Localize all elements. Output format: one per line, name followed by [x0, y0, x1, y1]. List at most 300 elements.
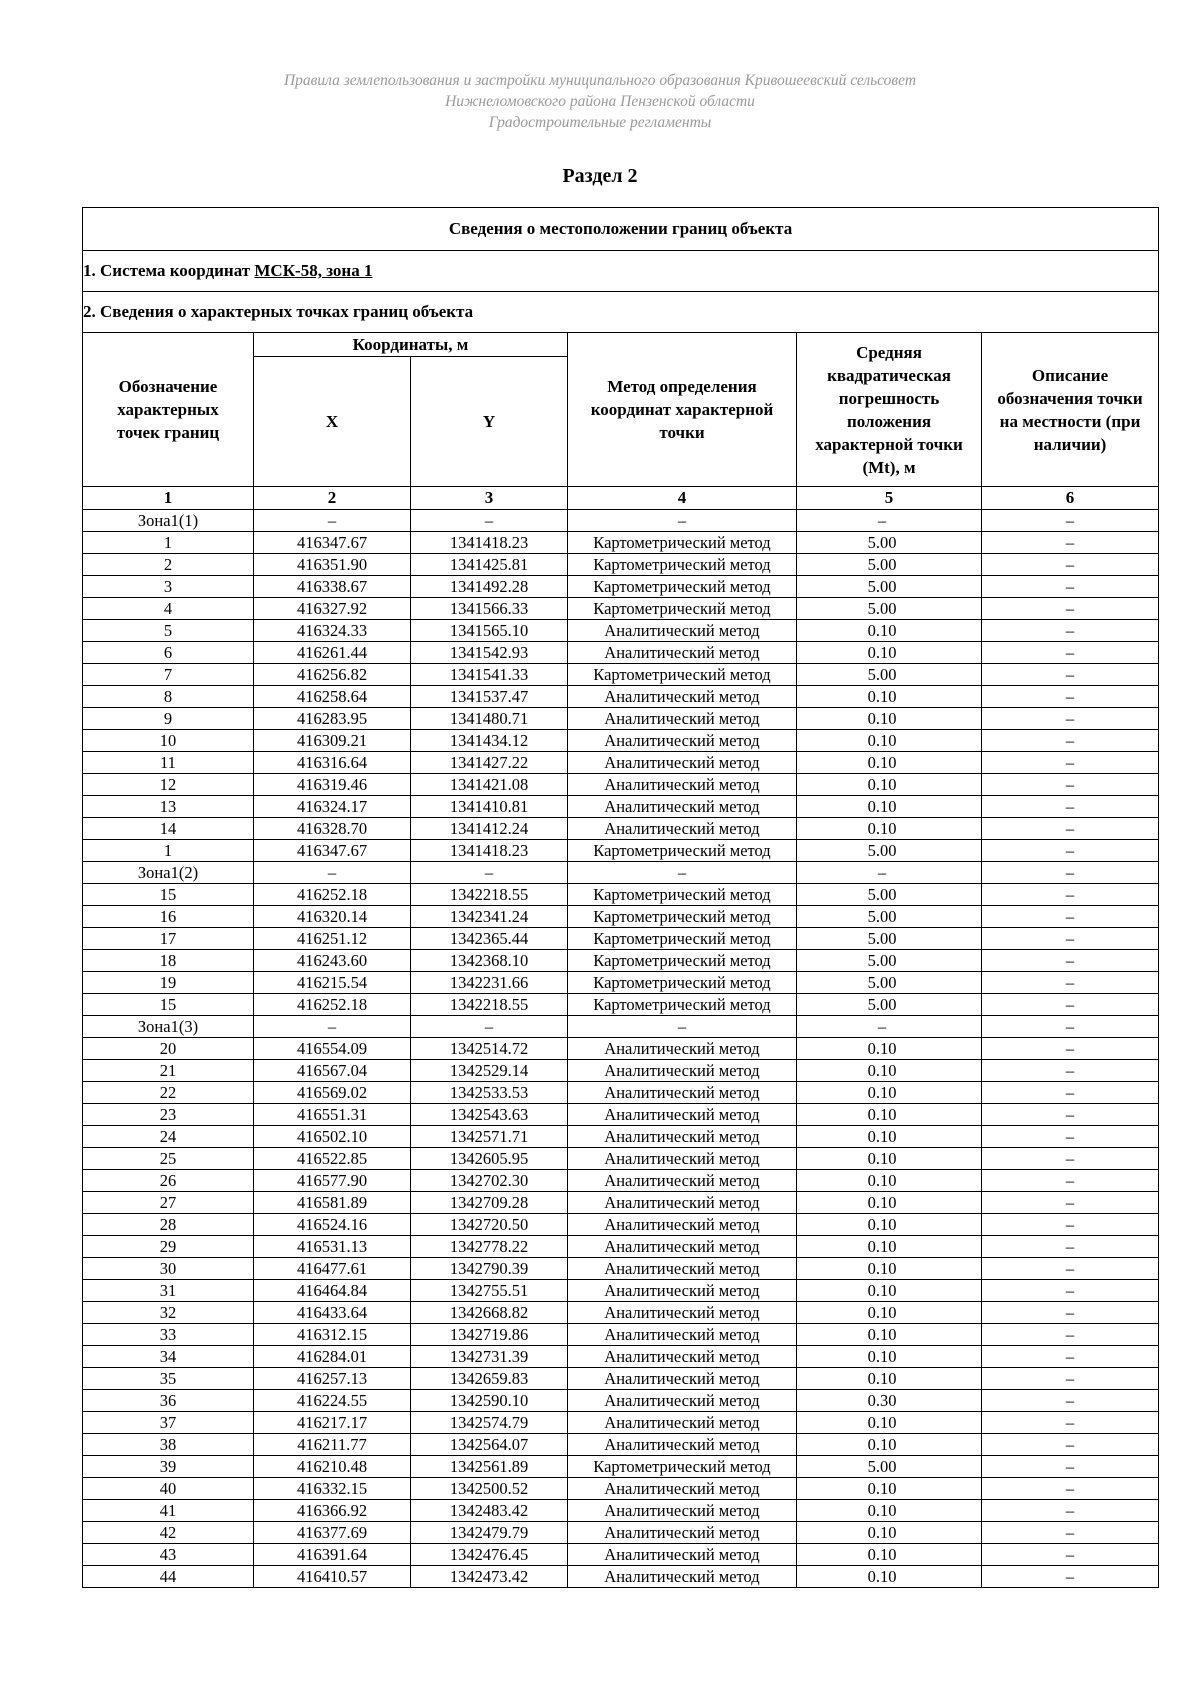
cell-method: Аналитический метод [568, 1566, 797, 1588]
cell-method: Аналитический метод [568, 1368, 797, 1390]
table-row [83, 1566, 1159, 1588]
table-subtitle: 2. Сведения о характерных точках границ объекта [83, 292, 1159, 333]
cell-description: – [982, 1038, 1159, 1060]
cell-x: 416522.85 [254, 1148, 411, 1170]
cell-description: – [982, 818, 1159, 840]
cell-y: 1342574.79 [411, 1412, 568, 1434]
cell-description: – [982, 664, 1159, 686]
cell-method: Картометрический метод [568, 554, 797, 576]
table-row [83, 1236, 1159, 1258]
cell-method: Аналитический метод [568, 752, 797, 774]
cell-error: 0.10 [797, 1126, 982, 1148]
cell-point: 33 [83, 1324, 254, 1346]
cell-x: 416320.14 [254, 906, 411, 928]
cell-point: Зона1(1) [83, 510, 254, 532]
cell-x: 416243.60 [254, 950, 411, 972]
cell-y: 1341418.23 [411, 532, 568, 554]
table-row [83, 774, 1159, 796]
cell-point: 44 [83, 1566, 254, 1588]
table-row [83, 1478, 1159, 1500]
col-number: 5 [797, 487, 982, 510]
cell-description: – [982, 1324, 1159, 1346]
cell-point: 1 [83, 840, 254, 862]
cell-x: 416251.12 [254, 928, 411, 950]
cell-y: 1342543.63 [411, 1104, 568, 1126]
section-title: Раздел 2 [562, 165, 638, 187]
cell-method: Аналитический метод [568, 1104, 797, 1126]
col-number: 4 [568, 487, 797, 510]
cell-description: – [982, 686, 1159, 708]
cell-point: 19 [83, 972, 254, 994]
cell-description: – [982, 1258, 1159, 1280]
cell-method: Аналитический метод [568, 1214, 797, 1236]
cell-method: Картометрический метод [568, 884, 797, 906]
cell-method: Аналитический метод [568, 1192, 797, 1214]
cell-method: – [568, 1016, 797, 1038]
cell-description: – [982, 1500, 1159, 1522]
cell-error: 5.00 [797, 576, 982, 598]
cell-description: – [982, 598, 1159, 620]
cell-error: – [797, 862, 982, 884]
table-row [83, 1148, 1159, 1170]
cell-description: – [982, 1192, 1159, 1214]
cell-x: 416324.33 [254, 620, 411, 642]
cell-y: 1342533.53 [411, 1082, 568, 1104]
cell-method: Картометрический метод [568, 950, 797, 972]
cell-error: 0.10 [797, 1500, 982, 1522]
zone-row [83, 862, 1159, 884]
cell-description: – [982, 906, 1159, 928]
coord-system-label: 1. Система координат [83, 261, 255, 280]
col-header-desc: Описание обозначения точки на местности (при наличии) [982, 333, 1159, 487]
cell-point: 35 [83, 1368, 254, 1390]
column-header-row-1 [83, 333, 1159, 357]
table-title-row [83, 208, 1159, 251]
cell-description: – [982, 1016, 1159, 1038]
cell-method: Аналитический метод [568, 1236, 797, 1258]
cell-y: 1342514.72 [411, 1038, 568, 1060]
cell-point: 28 [83, 1214, 254, 1236]
cell-point: 39 [83, 1456, 254, 1478]
cell-x: 416567.04 [254, 1060, 411, 1082]
cell-x: 416554.09 [254, 1038, 411, 1060]
cell-x: 416410.57 [254, 1566, 411, 1588]
cell-method: Аналитический метод [568, 1038, 797, 1060]
cell-x: 416502.10 [254, 1126, 411, 1148]
header-line-2: Нижнеломовского района Пензенской области [445, 93, 755, 110]
cell-description: – [982, 1214, 1159, 1236]
cell-error: 0.10 [797, 1060, 982, 1082]
cell-point: 31 [83, 1280, 254, 1302]
cell-method: Аналитический метод [568, 818, 797, 840]
coord-system-cell [83, 251, 1159, 292]
cell-x: 416309.21 [254, 730, 411, 752]
col-number: 1 [83, 487, 254, 510]
cell-error: 5.00 [797, 972, 982, 994]
cell-y: – [411, 862, 568, 884]
cell-y: 1342720.50 [411, 1214, 568, 1236]
cell-method: Аналитический метод [568, 708, 797, 730]
cell-description: – [982, 972, 1159, 994]
cell-y: 1342605.95 [411, 1148, 568, 1170]
table-row [83, 840, 1159, 862]
cell-point: 15 [83, 994, 254, 1016]
cell-x: 416524.16 [254, 1214, 411, 1236]
cell-point: 9 [83, 708, 254, 730]
cell-method: Аналитический метод [568, 730, 797, 752]
table-row [83, 1170, 1159, 1192]
cell-point: 22 [83, 1082, 254, 1104]
header-line-1: Правила землепользования и застройки муниципального образования Кривошеевский сельсовет [283, 72, 917, 89]
cell-x: – [254, 510, 411, 532]
cell-description: – [982, 1104, 1159, 1126]
cell-y: 1341434.12 [411, 730, 568, 752]
cell-method: Картометрический метод [568, 1456, 797, 1478]
table-body [83, 208, 1159, 1588]
cell-description: – [982, 994, 1159, 1016]
cell-method: Аналитический метод [568, 1522, 797, 1544]
cell-description: – [982, 1302, 1159, 1324]
cell-point: 41 [83, 1500, 254, 1522]
cell-y: 1341410.81 [411, 796, 568, 818]
cell-description: – [982, 576, 1159, 598]
cell-x: – [254, 1016, 411, 1038]
cell-method: Аналитический метод [568, 1478, 797, 1500]
cell-x: 416258.64 [254, 686, 411, 708]
cell-point: 29 [83, 1236, 254, 1258]
cell-point: 38 [83, 1434, 254, 1456]
column-number-row [83, 487, 1159, 510]
cell-description: – [982, 1170, 1159, 1192]
cell-y: 1341542.93 [411, 642, 568, 664]
header-line-3: Градостроительные регламенты [488, 114, 712, 131]
cell-error: 0.30 [797, 1390, 982, 1412]
cell-description: – [982, 1280, 1159, 1302]
cell-point: 40 [83, 1478, 254, 1500]
cell-description: – [982, 642, 1159, 664]
table-row [83, 994, 1159, 1016]
cell-description: – [982, 554, 1159, 576]
cell-y: – [411, 1016, 568, 1038]
cell-y: 1341421.08 [411, 774, 568, 796]
col-header-point: Обозначение характерных точек границ [83, 333, 254, 487]
cell-error: 0.10 [797, 1214, 982, 1236]
cell-method: Картометрический метод [568, 972, 797, 994]
cell-description: – [982, 532, 1159, 554]
cell-y: 1342668.82 [411, 1302, 568, 1324]
cell-point: 37 [83, 1412, 254, 1434]
cell-y: 1341566.33 [411, 598, 568, 620]
cell-y: – [411, 510, 568, 532]
cell-point: 34 [83, 1346, 254, 1368]
cell-error: 0.10 [797, 1258, 982, 1280]
table-row [83, 906, 1159, 928]
table-row [83, 730, 1159, 752]
cell-point: 25 [83, 1148, 254, 1170]
cell-error: 5.00 [797, 884, 982, 906]
table-row [83, 1412, 1159, 1434]
cell-point: 43 [83, 1544, 254, 1566]
cell-method: Аналитический метод [568, 686, 797, 708]
cell-x: 416577.90 [254, 1170, 411, 1192]
cell-description: – [982, 1412, 1159, 1434]
cell-method: Аналитический метод [568, 1324, 797, 1346]
col-header-coords: Координаты, м [254, 333, 568, 357]
table-row [83, 1192, 1159, 1214]
cell-error: 5.00 [797, 840, 982, 862]
table-row [83, 1456, 1159, 1478]
table-row [83, 884, 1159, 906]
cell-y: 1342702.30 [411, 1170, 568, 1192]
col-header-y: Y [411, 357, 568, 487]
cell-y: 1342368.10 [411, 950, 568, 972]
cell-x: 416351.90 [254, 554, 411, 576]
cell-point: 36 [83, 1390, 254, 1412]
cell-method: Аналитический метод [568, 1500, 797, 1522]
cell-y: 1342476.45 [411, 1544, 568, 1566]
cell-point: 2 [83, 554, 254, 576]
cell-method: Картометрический метод [568, 532, 797, 554]
cell-x: 416377.69 [254, 1522, 411, 1544]
table-row [83, 554, 1159, 576]
cell-y: 1342659.83 [411, 1368, 568, 1390]
cell-description: – [982, 1434, 1159, 1456]
cell-method: Аналитический метод [568, 796, 797, 818]
cell-method: Аналитический метод [568, 1390, 797, 1412]
cell-method: Аналитический метод [568, 1302, 797, 1324]
col-header-method: Метод определения координат характерной точки [568, 333, 797, 487]
cell-method: Аналитический метод [568, 1412, 797, 1434]
zone-row [83, 1016, 1159, 1038]
table-row [83, 1346, 1159, 1368]
cell-point: 12 [83, 774, 254, 796]
cell-point: 26 [83, 1170, 254, 1192]
coord-system-value: МСК-58, зона 1 [254, 261, 373, 280]
table-row [83, 642, 1159, 664]
cell-description: – [982, 1236, 1159, 1258]
cell-description: – [982, 708, 1159, 730]
cell-method: Аналитический метод [568, 1170, 797, 1192]
cell-error: 5.00 [797, 950, 982, 972]
cell-method: Аналитический метод [568, 1544, 797, 1566]
table-row [83, 1104, 1159, 1126]
cell-y: 1341412.24 [411, 818, 568, 840]
cell-x: 416316.64 [254, 752, 411, 774]
cell-method: Аналитический метод [568, 1060, 797, 1082]
table-row [83, 1126, 1159, 1148]
cell-x: 416347.67 [254, 840, 411, 862]
cell-point: 20 [83, 1038, 254, 1060]
cell-description: – [982, 862, 1159, 884]
cell-x: 416312.15 [254, 1324, 411, 1346]
cell-x: 416252.18 [254, 884, 411, 906]
cell-x: 416261.44 [254, 642, 411, 664]
cell-method: – [568, 510, 797, 532]
cell-x: 416215.54 [254, 972, 411, 994]
cell-description: – [982, 752, 1159, 774]
cell-error: 5.00 [797, 1456, 982, 1478]
table-row [83, 1500, 1159, 1522]
table-row [83, 752, 1159, 774]
cell-y: 1341565.10 [411, 620, 568, 642]
cell-error: 0.10 [797, 1236, 982, 1258]
cell-x: 416319.46 [254, 774, 411, 796]
cell-x: 416327.92 [254, 598, 411, 620]
coord-system-row [83, 251, 1159, 292]
cell-x: 416284.01 [254, 1346, 411, 1368]
cell-error: 5.00 [797, 532, 982, 554]
col-header-error [797, 333, 982, 487]
cell-error: – [797, 510, 982, 532]
cell-description: – [982, 1522, 1159, 1544]
table-row [83, 972, 1159, 994]
cell-error: 0.10 [797, 620, 982, 642]
cell-error: 0.10 [797, 1148, 982, 1170]
cell-error: 0.10 [797, 796, 982, 818]
cell-error: 0.10 [797, 1544, 982, 1566]
cell-error: 0.10 [797, 1412, 982, 1434]
table-row [83, 576, 1159, 598]
cell-description: – [982, 1566, 1159, 1588]
cell-x: 416581.89 [254, 1192, 411, 1214]
cell-error: 0.10 [797, 1302, 982, 1324]
cell-x: 416332.15 [254, 1478, 411, 1500]
cell-description: – [982, 928, 1159, 950]
cell-description: – [982, 796, 1159, 818]
table-row [83, 1434, 1159, 1456]
cell-error: 0.10 [797, 1104, 982, 1126]
cell-x: 416569.02 [254, 1082, 411, 1104]
cell-point: 30 [83, 1258, 254, 1280]
cell-error: 0.10 [797, 686, 982, 708]
cell-description: – [982, 730, 1159, 752]
cell-y: 1342218.55 [411, 884, 568, 906]
cell-point: 13 [83, 796, 254, 818]
cell-description: – [982, 840, 1159, 862]
cell-y: 1342529.14 [411, 1060, 568, 1082]
cell-description: – [982, 1082, 1159, 1104]
cell-x: 416551.31 [254, 1104, 411, 1126]
cell-error: 0.10 [797, 752, 982, 774]
cell-y: 1342564.07 [411, 1434, 568, 1456]
cell-y: 1341537.47 [411, 686, 568, 708]
cell-point: 4 [83, 598, 254, 620]
cell-method: Аналитический метод [568, 774, 797, 796]
table-row [83, 620, 1159, 642]
cell-y: 1342778.22 [411, 1236, 568, 1258]
cell-error: 0.10 [797, 1038, 982, 1060]
cell-error: 0.10 [797, 1346, 982, 1368]
cell-y: 1342479.79 [411, 1522, 568, 1544]
cell-point: 5 [83, 620, 254, 642]
cell-method: Аналитический метод [568, 620, 797, 642]
cell-method: Картометрический метод [568, 598, 797, 620]
cell-y: 1342473.42 [411, 1566, 568, 1588]
cell-description: – [982, 1346, 1159, 1368]
cell-point: 24 [83, 1126, 254, 1148]
cell-x: 416211.77 [254, 1434, 411, 1456]
cell-method: Картометрический метод [568, 840, 797, 862]
table-row [83, 1214, 1159, 1236]
cell-method: Картометрический метод [568, 994, 797, 1016]
cell-point: 27 [83, 1192, 254, 1214]
cell-y: 1341480.71 [411, 708, 568, 730]
cell-error: 0.10 [797, 1192, 982, 1214]
cell-error: 5.00 [797, 906, 982, 928]
cell-y: 1342719.86 [411, 1324, 568, 1346]
table-row [83, 532, 1159, 554]
cell-y: 1341541.33 [411, 664, 568, 686]
cell-description: – [982, 510, 1159, 532]
cell-error: 0.10 [797, 1324, 982, 1346]
cell-description: – [982, 774, 1159, 796]
cell-y: 1342790.39 [411, 1258, 568, 1280]
cell-point: 42 [83, 1522, 254, 1544]
table-row [83, 1280, 1159, 1302]
cell-x: 416477.61 [254, 1258, 411, 1280]
cell-x: 416531.13 [254, 1236, 411, 1258]
cell-point: 15 [83, 884, 254, 906]
cell-y: 1342500.52 [411, 1478, 568, 1500]
cell-error: 0.10 [797, 1280, 982, 1302]
cell-point: 1 [83, 532, 254, 554]
cell-error: 0.10 [797, 642, 982, 664]
cell-description: – [982, 884, 1159, 906]
boundary-points-table [82, 207, 1159, 1588]
table-row [83, 664, 1159, 686]
cell-description: – [982, 950, 1159, 972]
table-row [83, 1258, 1159, 1280]
table-row [83, 796, 1159, 818]
subtitle-row [83, 292, 1159, 333]
cell-point: 14 [83, 818, 254, 840]
cell-x: 416224.55 [254, 1390, 411, 1412]
table-row [83, 1368, 1159, 1390]
table-row [83, 1302, 1159, 1324]
cell-method: – [568, 862, 797, 884]
table-row [83, 1082, 1159, 1104]
cell-description: – [982, 1456, 1159, 1478]
col-number: 6 [982, 487, 1159, 510]
cell-y: 1341492.28 [411, 576, 568, 598]
cell-error: 5.00 [797, 664, 982, 686]
cell-y: 1342341.24 [411, 906, 568, 928]
cell-y: 1342365.44 [411, 928, 568, 950]
cell-y: 1342218.55 [411, 994, 568, 1016]
cell-method: Аналитический метод [568, 1346, 797, 1368]
cell-x: 416283.95 [254, 708, 411, 730]
cell-point: Зона1(2) [83, 862, 254, 884]
cell-error: 0.10 [797, 1434, 982, 1456]
page-header [0, 70, 1200, 133]
table-title: Сведения о местоположении границ объекта [83, 208, 1159, 251]
cell-error: 0.10 [797, 818, 982, 840]
cell-error: – [797, 1016, 982, 1038]
cell-x: 416347.67 [254, 532, 411, 554]
cell-method: Аналитический метод [568, 642, 797, 664]
cell-y: 1342483.42 [411, 1500, 568, 1522]
cell-point: 3 [83, 576, 254, 598]
table-row [83, 686, 1159, 708]
cell-description: – [982, 1544, 1159, 1566]
zone-row [83, 510, 1159, 532]
cell-method: Аналитический метод [568, 1148, 797, 1170]
cell-point: 7 [83, 664, 254, 686]
cell-error: 0.10 [797, 730, 982, 752]
cell-y: 1342571.71 [411, 1126, 568, 1148]
table-row [83, 1544, 1159, 1566]
cell-error: 0.10 [797, 774, 982, 796]
